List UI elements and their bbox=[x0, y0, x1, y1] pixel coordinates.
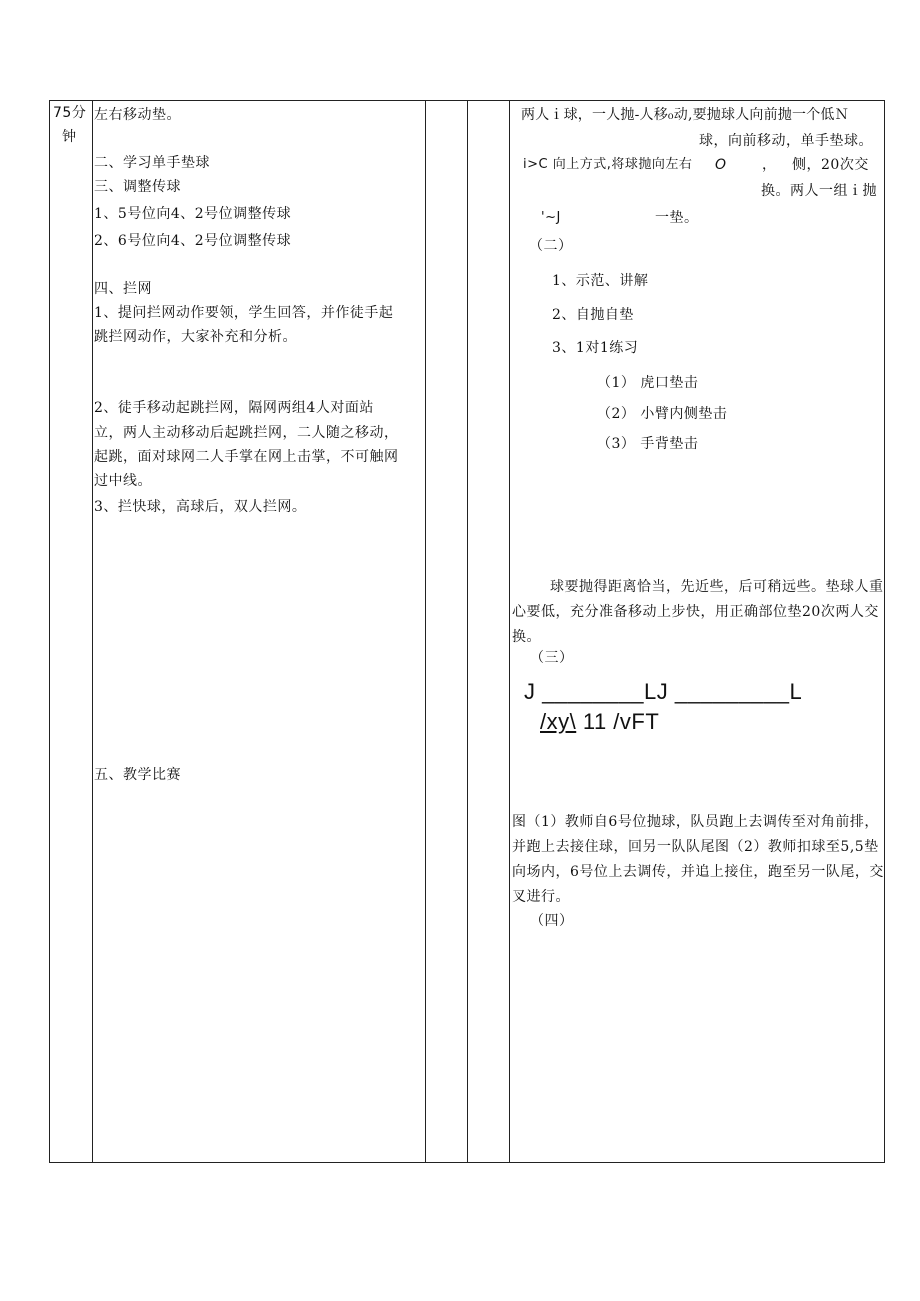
method-item-3: 3、1对1练习 bbox=[552, 340, 639, 356]
content-section-5: 五、教学比赛 bbox=[94, 767, 181, 783]
content-section-4-item-3: 3、拦快球，高球后，双人拦网。 bbox=[94, 499, 307, 515]
content-section-4-item-2d: 过中线。 bbox=[94, 473, 152, 489]
method-line-4: 换。两人一组ｉ抛 bbox=[761, 183, 877, 199]
content-section-4-item-1b: 跳拦网动作，大家补充和分析。 bbox=[94, 329, 297, 345]
col-divider-b bbox=[509, 100, 510, 1163]
method-line-3b: O bbox=[715, 157, 727, 173]
content-move-pad: 左右移动垫。 bbox=[94, 107, 181, 123]
content-section-3: 三、调整传球 bbox=[94, 179, 181, 195]
content-section-4-item-2b: 立，两人主动移动后起跳拦网，二人随之移动， bbox=[94, 425, 399, 441]
method-line-3d: 侧，20次交 bbox=[792, 157, 869, 173]
method-sub-1: （1） 虎口垫击 bbox=[597, 375, 699, 391]
time-minutes: 75分 bbox=[53, 105, 87, 121]
method-figure-ocr-1: J ________LJ _________L bbox=[524, 679, 803, 704]
method-sub-3: （3） 手背垫击 bbox=[597, 436, 699, 452]
method-line-5b: 一垫。 bbox=[655, 210, 699, 226]
content-section-2: 二、学习单手垫球 bbox=[94, 155, 210, 171]
method-item-2: 2、自抛自垫 bbox=[552, 307, 634, 323]
col-divider-time bbox=[92, 100, 93, 1163]
method-figure-ocr-2b: 11 /vFT bbox=[576, 709, 660, 734]
method-figure-ocr-2a: /xy\ bbox=[540, 709, 577, 734]
method-line-5a: '~J bbox=[541, 210, 561, 225]
content-section-4: 四、拦网 bbox=[94, 281, 152, 297]
method-item-1: 1、示范、讲解 bbox=[552, 273, 649, 289]
col-divider-content bbox=[425, 100, 426, 1163]
content-section-4-item-2c: 起跳，面对球网二人手掌在网上击掌，不可触网 bbox=[94, 449, 399, 465]
method-section-4: （四） bbox=[530, 913, 574, 929]
method-figure-explanation: 图（1）教师自6号位抛球，队员跑上去调传至对角前排，并跑上去接住球，回另一队队尾图（2）教师扣球至5,5垫向场内，6号位上去调传，并追上接住，跑至另一队尾，交叉进行。 bbox=[512, 814, 884, 905]
method-note: 球要抛得距离恰当，先近些，后可稍远些。垫球人重心要低，充分准备移动上步快，用正确部位垫20次两人交换。 bbox=[512, 579, 884, 645]
method-sub-2: （2） 小臂内侧垫击 bbox=[597, 406, 728, 422]
method-line-3c: ， bbox=[762, 157, 777, 173]
content-section-4-item-2a: 2、徒手移动起跳拦网，隔网两组4人对面站 bbox=[94, 400, 374, 416]
method-section-3: （三） bbox=[530, 650, 574, 666]
content-section-4-item-1a: 1、提问拦网动作要领，学生回答，并作徒手起 bbox=[94, 305, 394, 321]
col-divider-a bbox=[467, 100, 468, 1163]
method-line-1: 两人ｉ球，一人抛-人移₀动,要抛球人向前抛一个低Ｎ bbox=[521, 107, 849, 123]
content-section-3-item-2: 2、6号位向4、2号位调整传球 bbox=[94, 233, 292, 249]
content-section-3-item-1: 1、5号位向4、2号位调整传球 bbox=[94, 206, 292, 222]
method-line-3a: i>C 向上方式,将球抛向左右 bbox=[523, 157, 693, 172]
time-unit: 钟 bbox=[62, 129, 77, 145]
method-figure-ocr-2 bbox=[540, 709, 659, 735]
method-section-2: （二） bbox=[529, 238, 573, 254]
method-line-2: 球，向前移动，单手垫球。 bbox=[699, 133, 873, 149]
